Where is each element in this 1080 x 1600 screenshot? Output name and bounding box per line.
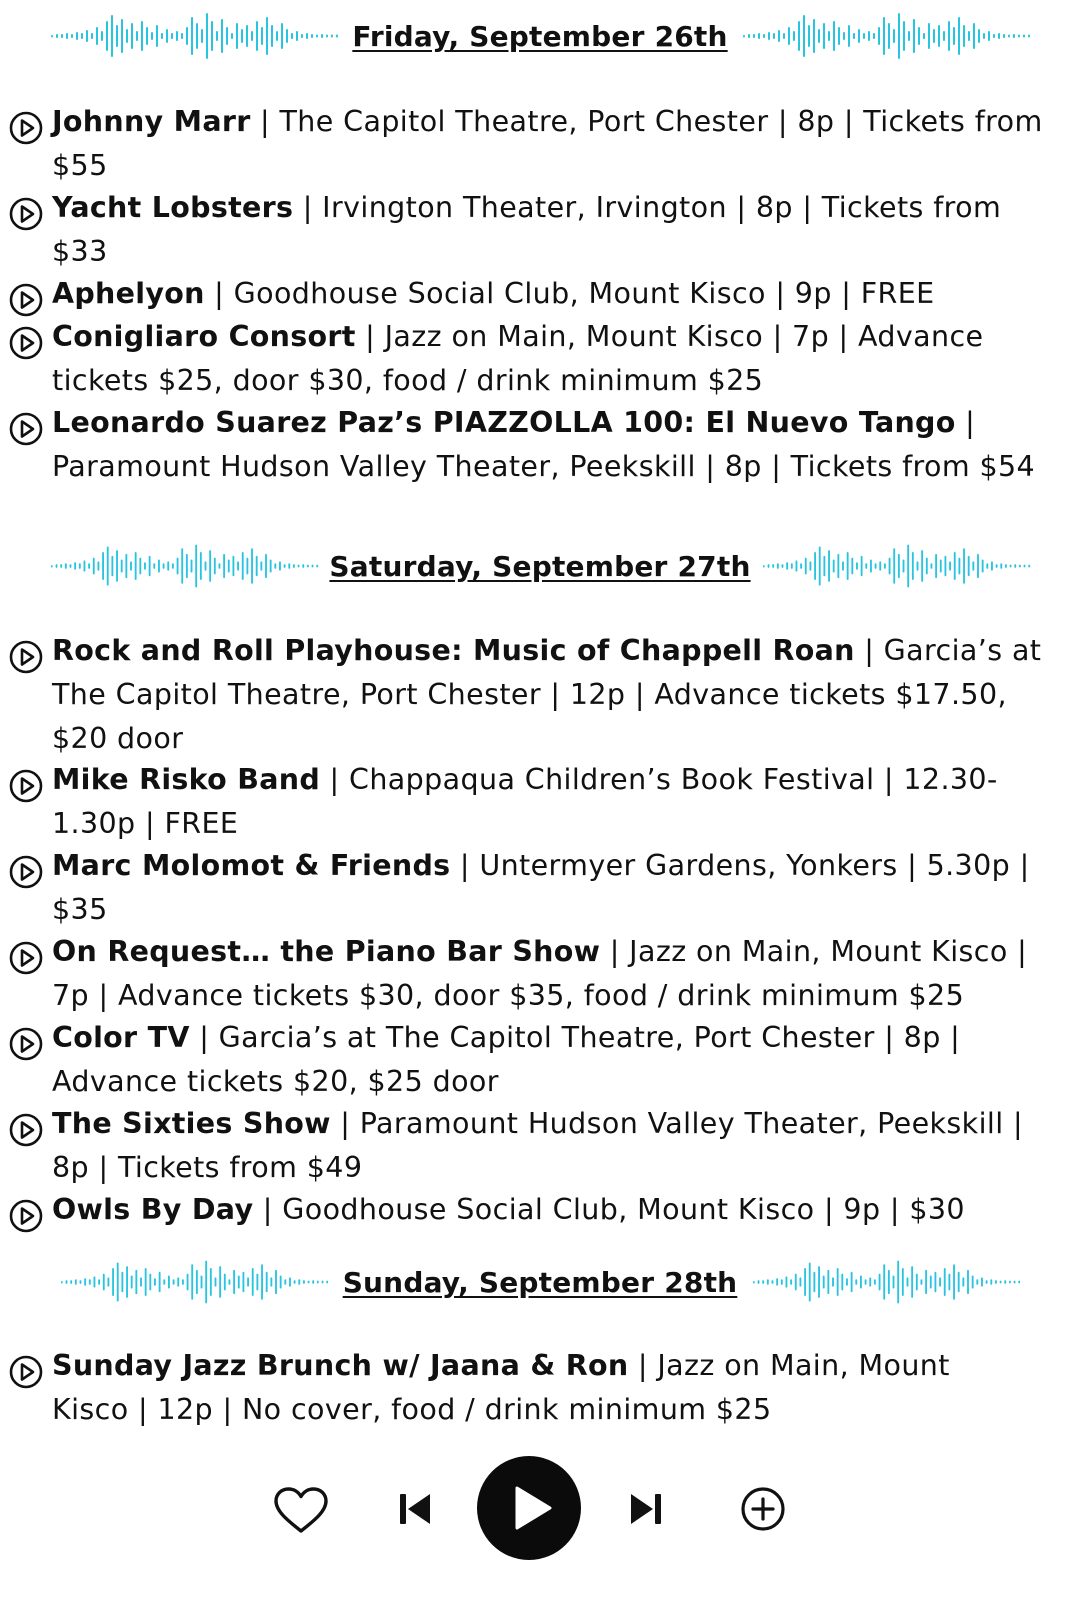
event-details: | Jazz on Main, Mount Kisco | 7p | Advance tickets $25, door $30, food / drink minimum $25 <box>52 320 984 397</box>
event-details: | Garcia’s at The Capitol Theatre, Port Chester | 8p | Advance tickets $20, $25 door <box>52 1021 961 1098</box>
day-title: Saturday, September 27th <box>329 550 751 583</box>
event-text <box>52 1016 1064 1104</box>
day-header-saturday <box>0 534 1080 598</box>
event-details: | Goodhouse Social Club, Mount Kisco | 9p | FREE <box>204 277 935 310</box>
play-circle-icon[interactable] <box>8 325 44 361</box>
event-text <box>52 758 1064 846</box>
skip-next-icon[interactable] <box>625 1489 665 1529</box>
event-details: | The Capitol Theatre, Port Chester | 8p | Tickets from $55 <box>52 105 1043 182</box>
event-details: | Chappaqua Children’s Book Festival | 12.30-1.30p | FREE <box>52 763 998 840</box>
event-name: Leonardo Suarez Paz’s PIAZZOLLA 100: El Nuevo Tango <box>52 406 956 439</box>
event-details: | Untermyer Gardens, Yonkers | 5.30p | $35 <box>52 849 1030 926</box>
event-text <box>52 930 1064 1018</box>
play-circle-icon[interactable] <box>8 1112 44 1148</box>
event-text <box>52 1344 972 1432</box>
play-circle-icon[interactable] <box>8 196 44 232</box>
waveform-icon <box>742 8 1032 64</box>
waveform-icon <box>762 538 1032 594</box>
event-text <box>52 1188 1064 1232</box>
day-title: Friday, September 26th <box>352 20 728 53</box>
event-name: The Sixties Show <box>52 1107 331 1140</box>
event-name: Johnny Marr <box>52 105 251 138</box>
event-name: Sunday Jazz Brunch w/ Jaana & Ron <box>52 1349 629 1382</box>
event-name: Rock and Roll Playhouse: Music of Chappell Roan <box>52 634 855 667</box>
play-circle-icon[interactable] <box>8 1198 44 1234</box>
player-controls <box>0 1452 1080 1572</box>
event-details: | Paramount Hudson Valley Theater, Peekskill | 8p | Tickets from $49 <box>52 1107 1023 1184</box>
event-details: | Jazz on Main, Mount Kisco | 12p | No cover, food / drink minimum $25 <box>52 1349 950 1426</box>
event-name: Mike Risko Band <box>52 763 321 796</box>
play-circle-icon[interactable] <box>8 1354 44 1390</box>
event-text <box>52 100 1064 188</box>
event-details: | Irvington Theater, Irvington | 8p | Tickets from $33 <box>52 191 1002 268</box>
day-header-friday <box>0 4 1080 68</box>
event-name: Marc Molomot & Friends <box>52 849 451 882</box>
event-details: | Garcia’s at The Capitol Theatre, Port Chester | 12p | Advance tickets $17.50, $20 door <box>52 634 1042 755</box>
event-details: | Jazz on Main, Mount Kisco | 7p | Advance tickets $30, door $35, food / drink minimum $25 <box>52 935 1028 1012</box>
day-title: Sunday, September 28th <box>342 1266 738 1299</box>
event-name: Yacht Lobsters <box>52 191 294 224</box>
event-text <box>52 186 1064 274</box>
play-icon <box>477 1456 581 1560</box>
play-circle-icon[interactable] <box>8 411 44 447</box>
event-text <box>52 629 1064 761</box>
play-circle-icon[interactable] <box>8 639 44 675</box>
play-circle-icon[interactable] <box>8 940 44 976</box>
waveform-icon <box>752 1254 1022 1310</box>
event-details: | Paramount Hudson Valley Theater, Peekskill | 8p | Tickets from $54 <box>52 406 1036 483</box>
event-name: On Request… the Piano Bar Show <box>52 935 601 968</box>
play-circle-icon[interactable] <box>8 854 44 890</box>
day-header-sunday <box>0 1250 1080 1314</box>
add-circle-icon[interactable] <box>740 1486 786 1532</box>
skip-previous-icon[interactable] <box>396 1489 436 1529</box>
event-text <box>52 844 1064 932</box>
play-circle-icon[interactable] <box>8 110 44 146</box>
play-circle-icon[interactable] <box>8 282 44 318</box>
event-details: | Goodhouse Social Club, Mount Kisco | 9p | $30 <box>253 1193 965 1226</box>
event-name: Color TV <box>52 1021 190 1054</box>
heart-icon[interactable] <box>273 1486 329 1536</box>
event-text <box>52 272 1064 316</box>
event-text <box>52 401 1064 489</box>
play-button[interactable] <box>477 1456 581 1560</box>
play-circle-icon[interactable] <box>8 1026 44 1062</box>
event-name: Conigliaro Consort <box>52 320 356 353</box>
event-name: Owls By Day <box>52 1193 254 1226</box>
event-text <box>52 315 1064 403</box>
event-text <box>52 1102 1064 1190</box>
play-circle-icon[interactable] <box>8 768 44 804</box>
event-name: Aphelyon <box>52 277 205 310</box>
